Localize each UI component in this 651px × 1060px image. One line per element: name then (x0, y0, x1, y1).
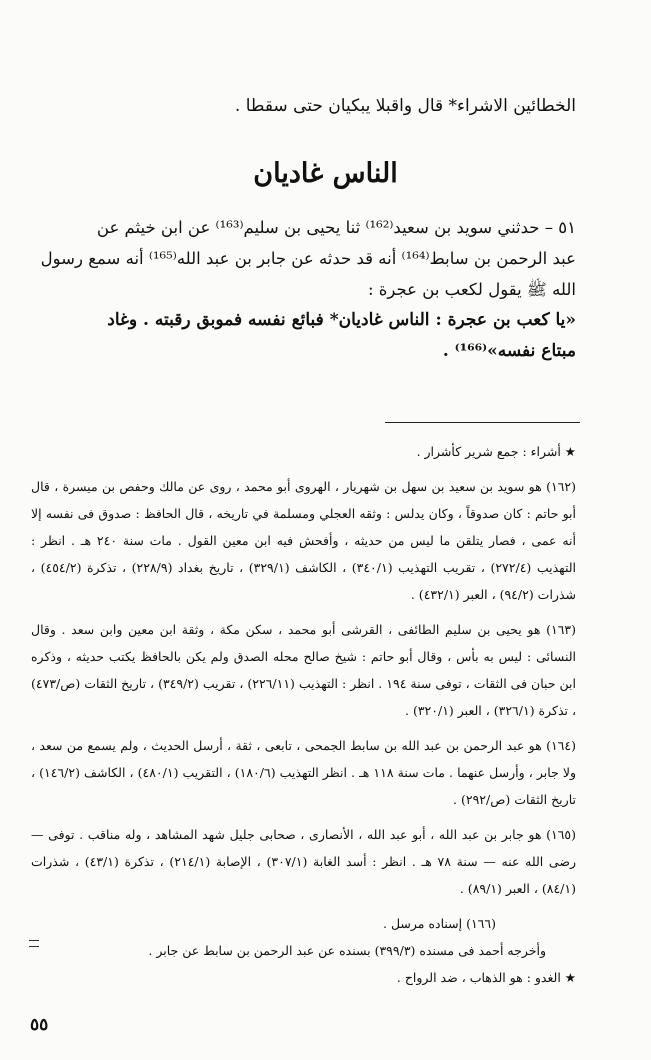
footnote-divider (385, 422, 580, 423)
footnote-166-source: وأخرجه أحمد فى مسنده (٣٩٩/٣) بسنده عن عبد الرحمن بن سابط عن جابر . (148, 943, 546, 958)
margin-mark (29, 940, 39, 947)
footnote-165: (١٦٥) هو جابر بن عبد الله ، أبو عبد الله ، الأنصارى ، صحابى جليل شهد المشاهد ، وله مناقب . توفى — رضى الله عنه — سنة ٧٨ هـ . انظر : أسد الغابة (٣٠٧/١) ، الإصابة (٢١٤/١) ، تذكرة (٤٣/١) ، شذرات (٨٤/١) ، العبر (٨٩/١) . (31, 827, 576, 896)
footnote-164: (١٦٤) هو عبد الرحمن بن عبد الله بن سابط الجمحى ، تابعى ، ثقة ، أرسل الحديث ، ولم يسمع من سعد ، ولا جابر ، وأرسل عنهما . مات سنة ١١٨ هـ . انظر التهذيب (١٨٠/٦) ، التقريب (٤٨٠/١) ، الكاشف (١٤٦/٢) ، تاريخ الثقات (ص/٢٩٢) . (31, 738, 576, 807)
footnotes (31, 438, 576, 991)
hadith-quote: مبتاع نفسه»⁽¹⁶⁶⁾ . (442, 341, 576, 361)
hadith-line: ٥١ – حدثني سويد بن سعيد⁽¹⁶²⁾ ثنا يحيى بن سليم⁽¹⁶³⁾ عن ابن خيثم عن (96, 218, 576, 237)
hadith-line: الله ﷺ يقول لكعب بن عجرة : (367, 280, 576, 299)
hadith-text (36, 212, 576, 367)
glossary-note: ★ أشراء : جمع شرير كأشرار . (416, 444, 576, 459)
footnote-162: (١٦٢) هو سويد بن سعيد بن سهل بن شهريار ، الهروى أبو محمد ، روى عن مالك وحفص بن ميسرة ، قال أبو حاتم : كان صدوقاً ، وكان يدلس : وثقه العجلي ومسلمة في تاريخه ، قال الحافظ : صدوق فى نفسه إلا أنه عمى ، فصار يتلقن ما ليس من حديثه ، وأفحش فيه ابن معين القول . مات سنة ٢٤٠ هـ . انظر : التهذيب (٢٧٢/٤) ، تقريب التهذيب (٣٤٠/١) ، الكاشف (٣٢٩/١) ، تاريخ بغداد (٢٢٨/٩) ، تذكرة (٤٥٤/٢) ، شذرات (٩٤/٢) ، العبر (٤٣٢/١) . (31, 479, 577, 602)
page-number: ٥٥ (30, 1015, 49, 1035)
footnote-166: (١٦٦) إسناده مرسل . (383, 916, 496, 931)
hadith-line: عبد الرحمن بن سابط⁽¹⁶⁴⁾ أنه قد حدثه عن جابر بن عبد الله⁽¹⁶⁵⁾ أنه سمع رسول (40, 249, 576, 268)
hadith-quote: «يا كعب بن عجرة : الناس غاديان* فبائع نفسه فموبق رقبته . وغاد (107, 310, 576, 330)
footnote-163: (١٦٣) هو يحيى بن سليم الطائفى ، القرشى أبو محمد ، سكن مكة ، وثقة ابن معين وابن سعد . وقال النسائى : ليس به بأس ، وقال أبو حاتم : شيخ صالح محله الصدق ولم يكن بالحافظ يكتب حديثه ، وذكره ابن حبان فى الثقات ، توفى سنة ١٩٤ . انظر : التهذيب (٢٢٦/١١) ، تقريب (٣٤٩/٢) ، تاريخ الثقات (ص/٤٧٣) ، تذكرة (٣٢٦/١) ، العبر (٣٢٠/١) . (31, 622, 576, 718)
chapter-title: الناس غاديان (253, 158, 398, 189)
glossary-note: ★ الغدو : هو الذهاب ، ضد الرواح . (396, 970, 576, 985)
continuation-line: الخطائين الاشراء* قال واقبلا يبكيان حتى سقطا . (234, 96, 576, 116)
